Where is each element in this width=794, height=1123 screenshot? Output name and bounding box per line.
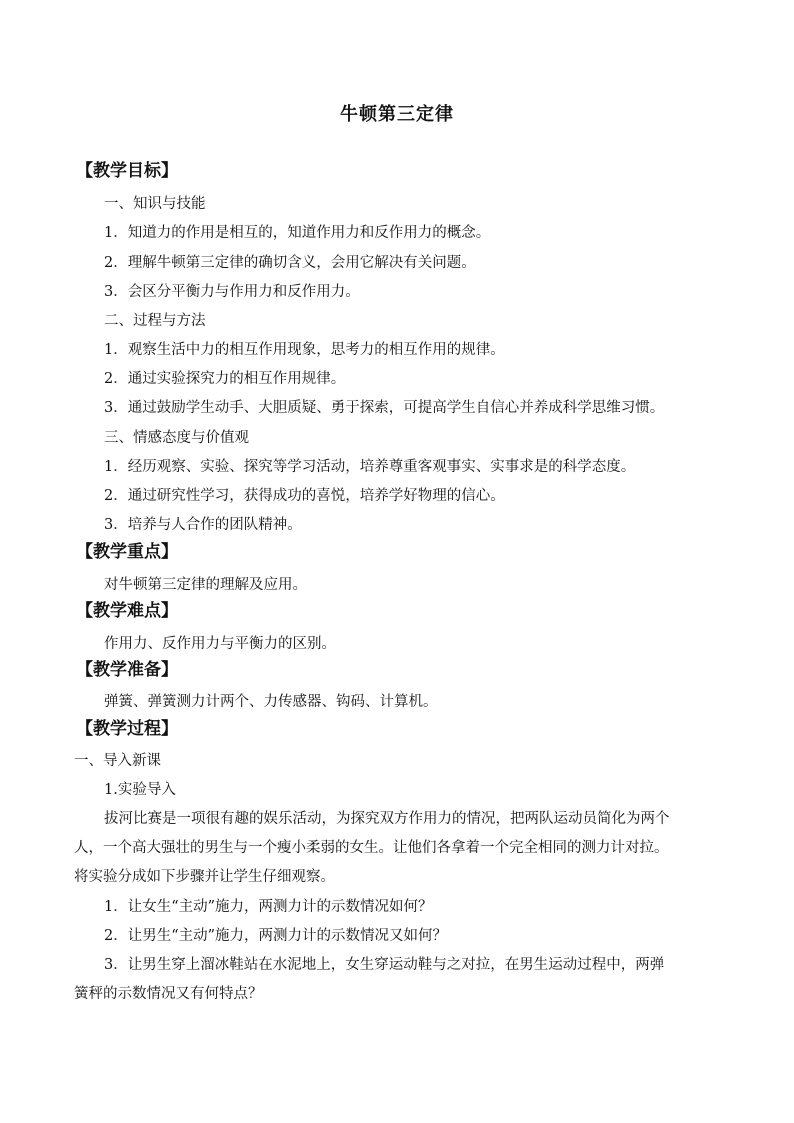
goal-item: 1．知道力的作用是相互的，知道作用力和反作用力的概念。 — [104, 225, 491, 241]
process-step-heading: 1.实验导入 — [104, 782, 176, 798]
section-heading-difficulties: 【教学难点】 — [76, 601, 178, 621]
paragraph-line: 人，一个高大强壮的男生与一个瘦小柔弱的女生。让他们各拿着一个完全相同的测力计对拉。 — [74, 840, 669, 856]
goal-item: 1．观察生活中力的相互作用现象，思考力的相互作用的规律。 — [104, 342, 505, 358]
goal-item: 2．通过研究性学习，获得成功的喜悦，培养学好物理的信心。 — [104, 488, 505, 504]
goal-item: 3．培养与人合作的团队精神。 — [104, 517, 302, 533]
goal-item: 3．通过鼓励学生动手、大胆质疑、勇于探索，可提高学生自信心并养成科学思维习惯。 — [104, 400, 665, 416]
preparation-text: 弹簧、弹簧测力计两个、力传感器、钩码、计算机。 — [104, 694, 438, 710]
subheading-process-methods: 二、过程与方法 — [104, 313, 206, 329]
paragraph-line: 将实验分成如下步骤并让学生仔细观察。 — [74, 869, 335, 885]
question-item: 2．让男生“主动”施力，两测力计的示数情况又如何？ — [104, 928, 448, 944]
question-item-continuation: 簧秤的示数情况又有何特点？ — [74, 986, 263, 1002]
goal-item: 2．通过实验探究力的相互作用规律。 — [104, 371, 346, 387]
goal-item: 2．理解牛顿第三定律的确切含义，会用它解决有关问题。 — [104, 255, 476, 271]
subheading-knowledge-skills: 一、知识与技能 — [104, 196, 206, 212]
process-part-heading: 一、导入新课 — [74, 753, 161, 769]
section-heading-goals: 【教学目标】 — [76, 161, 178, 181]
section-heading-process: 【教学过程】 — [76, 719, 178, 739]
goal-item: 3．会区分平衡力与作用力和反作用力。 — [104, 284, 360, 300]
section-heading-preparation: 【教学准备】 — [76, 660, 178, 680]
goal-item: 1．经历观察、实验、探究等学习活动，培养尊重客观事实、实事求是的科学态度。 — [104, 459, 636, 475]
subheading-attitude-values: 三、情感态度与价值观 — [104, 430, 249, 446]
difficulties-text: 作用力、反作用力与平衡力的区别。 — [104, 636, 336, 652]
question-item: 1．让女生“主动”施力，两测力计的示数情况如何？ — [104, 899, 433, 915]
question-item: 3．让男生穿上溜冰鞋站在水泥地上，女生穿运动鞋与之对拉，在男生运动过程中，两弹 — [104, 957, 665, 973]
paragraph-line: 拔河比赛是一项很有趣的娱乐活动，为探究双方作用力的情况，把两队运动员简化为两个 — [104, 811, 670, 827]
section-heading-key-points: 【教学重点】 — [76, 542, 178, 562]
key-points-text: 对牛顿第三定律的理解及应用。 — [104, 577, 307, 593]
document-title: 牛顿第三定律 — [340, 104, 454, 125]
